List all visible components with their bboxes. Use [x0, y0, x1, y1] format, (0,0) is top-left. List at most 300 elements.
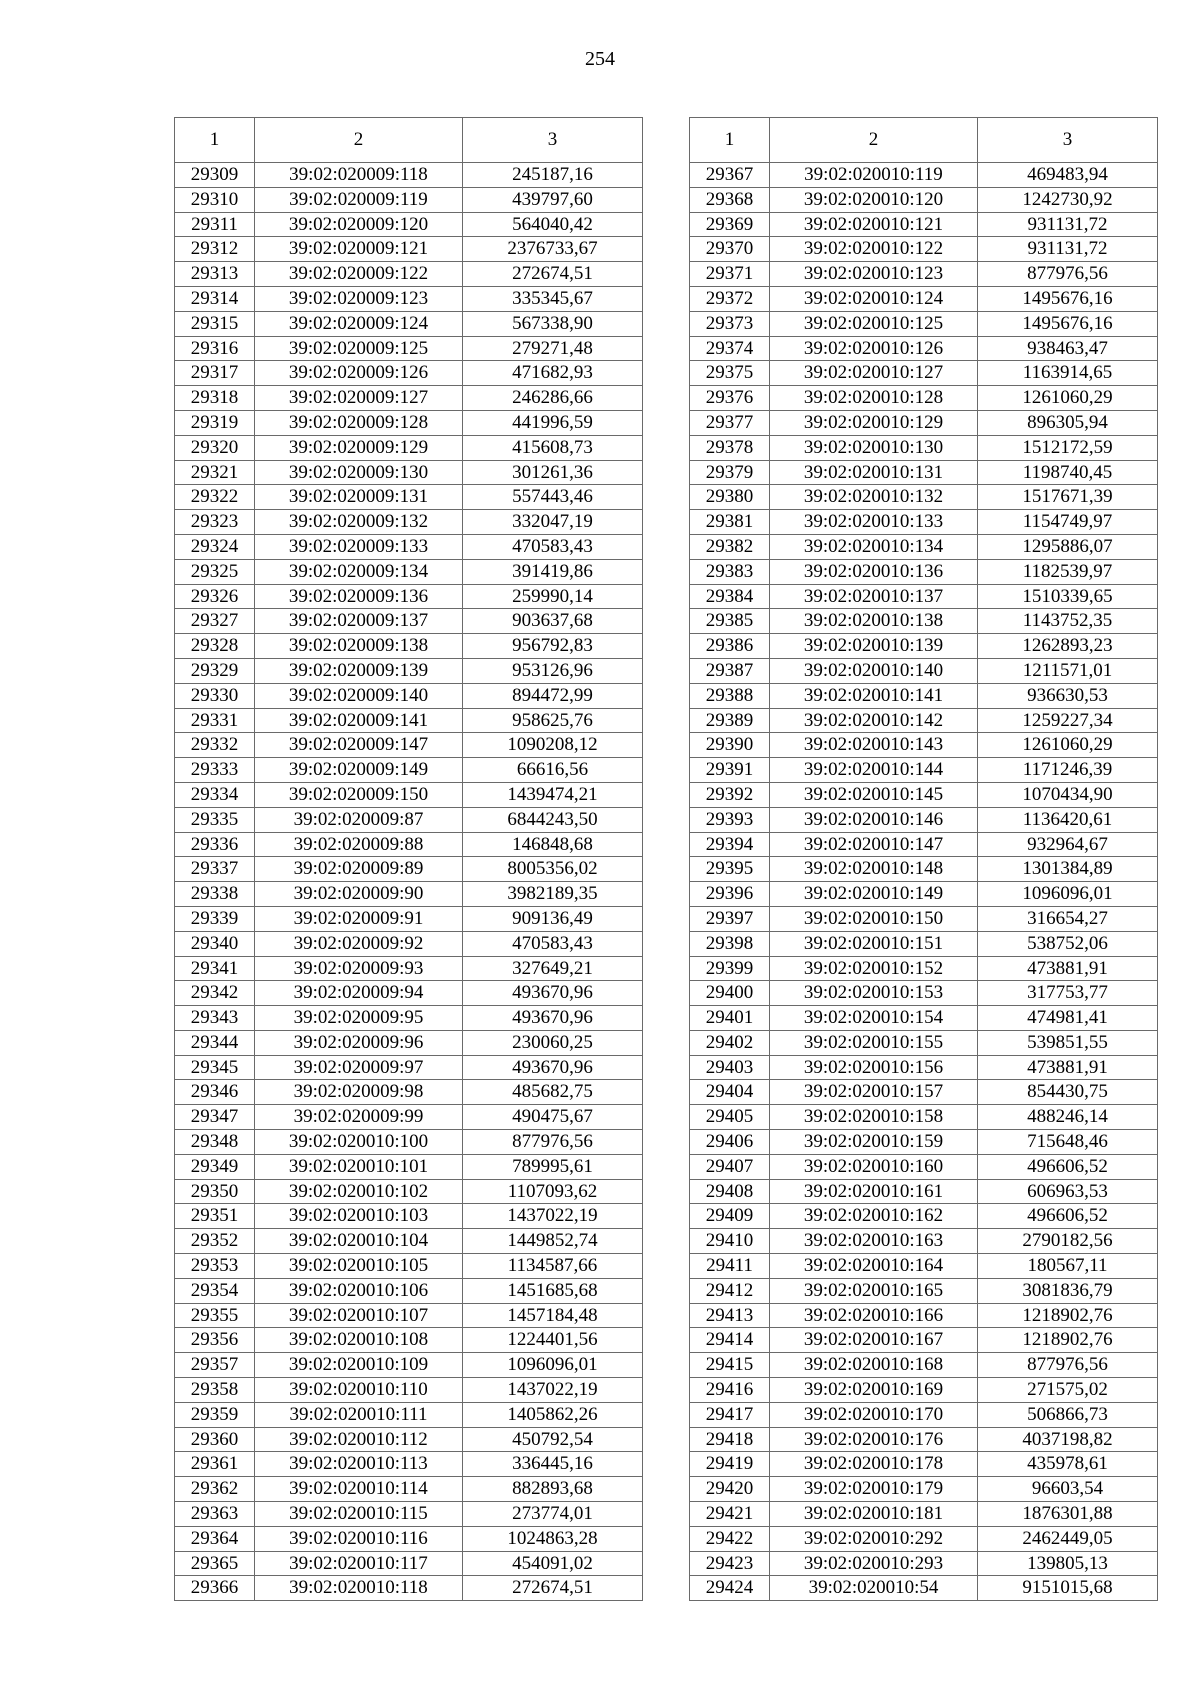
row-number-cell: 29309 — [175, 163, 255, 188]
value-cell: 470583,43 — [463, 534, 643, 559]
cadastral-number-cell: 39:02:020010:117 — [255, 1551, 463, 1576]
table-row — [690, 534, 1158, 559]
row-number-cell: 29401 — [690, 1006, 770, 1031]
value-cell: 66616,56 — [463, 758, 643, 783]
right-table — [689, 117, 1158, 1601]
value-cell: 557443,46 — [463, 485, 643, 510]
table-row — [690, 1353, 1158, 1378]
value-cell: 327649,21 — [463, 956, 643, 981]
value-cell: 474981,41 — [978, 1006, 1158, 1031]
cadastral-number-cell: 39:02:020009:138 — [255, 634, 463, 659]
row-number-cell: 29322 — [175, 485, 255, 510]
table-row — [690, 1278, 1158, 1303]
cadastral-number-cell: 39:02:020009:131 — [255, 485, 463, 510]
value-cell: 317753,77 — [978, 981, 1158, 1006]
table-row — [175, 1502, 643, 1527]
value-cell: 1090208,12 — [463, 733, 643, 758]
row-number-cell: 29393 — [690, 807, 770, 832]
row-number-cell: 29317 — [175, 361, 255, 386]
table-row — [690, 683, 1158, 708]
value-cell: 882893,68 — [463, 1477, 643, 1502]
value-cell: 931131,72 — [978, 212, 1158, 237]
table-row — [175, 534, 643, 559]
table-row — [690, 1502, 1158, 1527]
table-row — [175, 733, 643, 758]
cadastral-number-cell: 39:02:020010:152 — [770, 956, 978, 981]
row-number-cell: 29404 — [690, 1080, 770, 1105]
value-cell: 1510339,65 — [978, 584, 1158, 609]
row-number-cell: 29351 — [175, 1204, 255, 1229]
value-cell: 473881,91 — [978, 1055, 1158, 1080]
cadastral-number-cell: 39:02:020009:88 — [255, 832, 463, 857]
cadastral-number-cell: 39:02:020010:141 — [770, 683, 978, 708]
cadastral-number-cell: 39:02:020010:148 — [770, 857, 978, 882]
cadastral-number-cell: 39:02:020010:157 — [770, 1080, 978, 1105]
row-number-cell: 29385 — [690, 609, 770, 634]
value-cell: 336445,16 — [463, 1452, 643, 1477]
table-row — [175, 559, 643, 584]
row-number-cell: 29382 — [690, 534, 770, 559]
table-row — [175, 1229, 643, 1254]
row-number-cell: 29326 — [175, 584, 255, 609]
row-number-cell: 29411 — [690, 1254, 770, 1279]
value-cell: 1261060,29 — [978, 386, 1158, 411]
value-cell: 272674,51 — [463, 262, 643, 287]
left-table — [174, 117, 643, 1601]
table-row — [175, 634, 643, 659]
value-cell: 441996,59 — [463, 410, 643, 435]
value-cell: 956792,83 — [463, 634, 643, 659]
cadastral-number-cell: 39:02:020009:91 — [255, 906, 463, 931]
value-cell: 567338,90 — [463, 311, 643, 336]
table-row — [175, 237, 643, 262]
table-row — [690, 1427, 1158, 1452]
table-row — [690, 1204, 1158, 1229]
table-row — [690, 1055, 1158, 1080]
table-row — [690, 609, 1158, 634]
value-cell: 1096096,01 — [978, 882, 1158, 907]
table-row — [175, 708, 643, 733]
table-row — [690, 956, 1158, 981]
cadastral-number-cell: 39:02:020010:159 — [770, 1130, 978, 1155]
table-row — [175, 1055, 643, 1080]
row-number-cell: 29384 — [690, 584, 770, 609]
cadastral-number-cell: 39:02:020010:124 — [770, 286, 978, 311]
value-cell: 877976,56 — [463, 1130, 643, 1155]
table-row — [690, 1006, 1158, 1031]
table-row — [690, 1179, 1158, 1204]
cadastral-number-cell: 39:02:020010:165 — [770, 1278, 978, 1303]
value-cell: 877976,56 — [978, 1353, 1158, 1378]
row-number-cell: 29387 — [690, 658, 770, 683]
table-row — [690, 857, 1158, 882]
row-number-cell: 29363 — [175, 1502, 255, 1527]
table-row — [175, 286, 643, 311]
cadastral-number-cell: 39:02:020010:111 — [255, 1402, 463, 1427]
table-row — [175, 1278, 643, 1303]
row-number-cell: 29408 — [690, 1179, 770, 1204]
row-number-cell: 29406 — [690, 1130, 770, 1155]
value-cell: 259990,14 — [463, 584, 643, 609]
value-cell: 1495676,16 — [978, 286, 1158, 311]
value-cell: 1437022,19 — [463, 1378, 643, 1403]
value-cell: 931131,72 — [978, 237, 1158, 262]
cadastral-number-cell: 39:02:020010:123 — [770, 262, 978, 287]
value-cell: 180567,11 — [978, 1254, 1158, 1279]
cadastral-number-cell: 39:02:020010:162 — [770, 1204, 978, 1229]
row-number-cell: 29415 — [690, 1353, 770, 1378]
value-cell: 932964,67 — [978, 832, 1158, 857]
column-header: 3 — [978, 118, 1158, 163]
value-cell: 903637,68 — [463, 609, 643, 634]
table-row — [690, 435, 1158, 460]
value-cell: 3081836,79 — [978, 1278, 1158, 1303]
value-cell: 473881,91 — [978, 956, 1158, 981]
table-header-row — [690, 118, 1158, 163]
table-row — [175, 1154, 643, 1179]
table-row — [690, 906, 1158, 931]
cadastral-number-cell: 39:02:020010:160 — [770, 1154, 978, 1179]
table-row — [175, 1526, 643, 1551]
row-number-cell: 29391 — [690, 758, 770, 783]
cadastral-number-cell: 39:02:020010:146 — [770, 807, 978, 832]
row-number-cell: 29405 — [690, 1105, 770, 1130]
row-number-cell: 29424 — [690, 1576, 770, 1601]
cadastral-number-cell: 39:02:020010:110 — [255, 1378, 463, 1403]
value-cell: 470583,43 — [463, 931, 643, 956]
table-row — [690, 1254, 1158, 1279]
cadastral-number-cell: 39:02:020010:154 — [770, 1006, 978, 1031]
value-cell: 273774,01 — [463, 1502, 643, 1527]
value-cell: 538752,06 — [978, 931, 1158, 956]
cadastral-number-cell: 39:02:020009:119 — [255, 187, 463, 212]
row-number-cell: 29413 — [690, 1303, 770, 1328]
table-row — [175, 1353, 643, 1378]
table-row — [690, 1080, 1158, 1105]
cadastral-number-cell: 39:02:020009:136 — [255, 584, 463, 609]
row-number-cell: 29370 — [690, 237, 770, 262]
value-cell: 1242730,92 — [978, 187, 1158, 212]
value-cell: 493670,96 — [463, 1006, 643, 1031]
row-number-cell: 29324 — [175, 534, 255, 559]
row-number-cell: 29389 — [690, 708, 770, 733]
table-row — [690, 262, 1158, 287]
cadastral-number-cell: 39:02:020010:147 — [770, 832, 978, 857]
cadastral-number-cell: 39:02:020009:124 — [255, 311, 463, 336]
row-number-cell: 29399 — [690, 956, 770, 981]
row-number-cell: 29337 — [175, 857, 255, 882]
value-cell: 1876301,88 — [978, 1502, 1158, 1527]
row-number-cell: 29352 — [175, 1229, 255, 1254]
row-number-cell: 29320 — [175, 435, 255, 460]
page-number: 254 — [585, 48, 615, 70]
table-row — [690, 832, 1158, 857]
cadastral-number-cell: 39:02:020010:116 — [255, 1526, 463, 1551]
value-cell: 1163914,65 — [978, 361, 1158, 386]
cadastral-number-cell: 39:02:020009:126 — [255, 361, 463, 386]
cadastral-number-cell: 39:02:020009:99 — [255, 1105, 463, 1130]
row-number-cell: 29358 — [175, 1378, 255, 1403]
value-cell: 1134587,66 — [463, 1254, 643, 1279]
cadastral-number-cell: 39:02:020010:130 — [770, 435, 978, 460]
table-row — [175, 1006, 643, 1031]
row-number-cell: 29365 — [175, 1551, 255, 1576]
value-cell: 1198740,45 — [978, 460, 1158, 485]
table-row — [690, 163, 1158, 188]
cadastral-number-cell: 39:02:020010:106 — [255, 1278, 463, 1303]
table-row — [175, 311, 643, 336]
value-cell: 1261060,29 — [978, 733, 1158, 758]
table-row — [175, 435, 643, 460]
row-number-cell: 29362 — [175, 1477, 255, 1502]
value-cell: 469483,94 — [978, 163, 1158, 188]
value-cell: 6844243,50 — [463, 807, 643, 832]
table-row — [175, 1427, 643, 1452]
row-number-cell: 29361 — [175, 1452, 255, 1477]
row-number-cell: 29335 — [175, 807, 255, 832]
cadastral-number-cell: 39:02:020009:140 — [255, 683, 463, 708]
table-row — [690, 1576, 1158, 1601]
cadastral-number-cell: 39:02:020009:141 — [255, 708, 463, 733]
table-header-row — [175, 118, 643, 163]
row-number-cell: 29359 — [175, 1402, 255, 1427]
row-number-cell: 29325 — [175, 559, 255, 584]
cadastral-number-cell: 39:02:020010:164 — [770, 1254, 978, 1279]
table-row — [690, 634, 1158, 659]
table-row — [690, 311, 1158, 336]
row-number-cell: 29397 — [690, 906, 770, 931]
value-cell: 4037198,82 — [978, 1427, 1158, 1452]
cadastral-number-cell: 39:02:020010:122 — [770, 237, 978, 262]
table-row — [690, 386, 1158, 411]
row-number-cell: 29383 — [690, 559, 770, 584]
table-row — [690, 559, 1158, 584]
cadastral-number-cell: 39:02:020010:54 — [770, 1576, 978, 1601]
value-cell: 490475,67 — [463, 1105, 643, 1130]
value-cell: 316654,27 — [978, 906, 1158, 931]
row-number-cell: 29354 — [175, 1278, 255, 1303]
value-cell: 1295886,07 — [978, 534, 1158, 559]
cadastral-number-cell: 39:02:020009:128 — [255, 410, 463, 435]
table-row — [690, 658, 1158, 683]
row-number-cell: 29341 — [175, 956, 255, 981]
row-number-cell: 29423 — [690, 1551, 770, 1576]
cadastral-number-cell: 39:02:020010:129 — [770, 410, 978, 435]
cadastral-number-cell: 39:02:020009:150 — [255, 782, 463, 807]
cadastral-number-cell: 39:02:020009:96 — [255, 1030, 463, 1055]
cadastral-number-cell: 39:02:020010:121 — [770, 212, 978, 237]
row-number-cell: 29414 — [690, 1328, 770, 1353]
table-row — [690, 485, 1158, 510]
table-row — [175, 1402, 643, 1427]
cadastral-number-cell: 39:02:020010:293 — [770, 1551, 978, 1576]
cadastral-number-cell: 39:02:020010:168 — [770, 1353, 978, 1378]
row-number-cell: 29340 — [175, 931, 255, 956]
row-number-cell: 29312 — [175, 237, 255, 262]
row-number-cell: 29375 — [690, 361, 770, 386]
cadastral-number-cell: 39:02:020010:140 — [770, 658, 978, 683]
value-cell: 1512172,59 — [978, 435, 1158, 460]
cadastral-number-cell: 39:02:020009:137 — [255, 609, 463, 634]
value-cell: 246286,66 — [463, 386, 643, 411]
value-cell: 435978,61 — [978, 1452, 1158, 1477]
row-number-cell: 29371 — [690, 262, 770, 287]
cadastral-number-cell: 39:02:020009:130 — [255, 460, 463, 485]
value-cell: 506866,73 — [978, 1402, 1158, 1427]
row-number-cell: 29381 — [690, 510, 770, 535]
cadastral-number-cell: 39:02:020010:181 — [770, 1502, 978, 1527]
cadastral-number-cell: 39:02:020009:93 — [255, 956, 463, 981]
value-cell: 272674,51 — [463, 1576, 643, 1601]
table-row — [175, 857, 643, 882]
value-cell: 496606,52 — [978, 1154, 1158, 1179]
cadastral-number-cell: 39:02:020010:179 — [770, 1477, 978, 1502]
row-number-cell: 29418 — [690, 1427, 770, 1452]
row-number-cell: 29417 — [690, 1402, 770, 1427]
cadastral-number-cell: 39:02:020010:155 — [770, 1030, 978, 1055]
table-row — [175, 931, 643, 956]
row-number-cell: 29345 — [175, 1055, 255, 1080]
value-cell: 2376733,67 — [463, 237, 643, 262]
row-number-cell: 29407 — [690, 1154, 770, 1179]
row-number-cell: 29421 — [690, 1502, 770, 1527]
value-cell: 493670,96 — [463, 981, 643, 1006]
row-number-cell: 29343 — [175, 1006, 255, 1031]
cadastral-number-cell: 39:02:020010:112 — [255, 1427, 463, 1452]
cadastral-number-cell: 39:02:020009:98 — [255, 1080, 463, 1105]
table-row — [175, 1130, 643, 1155]
table-row — [175, 956, 643, 981]
cadastral-number-cell: 39:02:020010:151 — [770, 931, 978, 956]
row-number-cell: 29328 — [175, 634, 255, 659]
table-row — [175, 212, 643, 237]
table-row — [175, 758, 643, 783]
cadastral-number-cell: 39:02:020010:161 — [770, 1179, 978, 1204]
value-cell: 1070434,90 — [978, 782, 1158, 807]
cadastral-number-cell: 39:02:020010:131 — [770, 460, 978, 485]
table-row — [690, 361, 1158, 386]
cadastral-number-cell: 39:02:020010:119 — [770, 163, 978, 188]
table-row — [690, 782, 1158, 807]
row-number-cell: 29356 — [175, 1328, 255, 1353]
cadastral-number-cell: 39:02:020010:101 — [255, 1154, 463, 1179]
cadastral-number-cell: 39:02:020010:109 — [255, 1353, 463, 1378]
table-row — [690, 187, 1158, 212]
row-number-cell: 29323 — [175, 510, 255, 535]
row-number-cell: 29369 — [690, 212, 770, 237]
table-row — [690, 1551, 1158, 1576]
table-row — [690, 931, 1158, 956]
row-number-cell: 29310 — [175, 187, 255, 212]
value-cell: 1096096,01 — [463, 1353, 643, 1378]
row-number-cell: 29327 — [175, 609, 255, 634]
table-row — [175, 410, 643, 435]
row-number-cell: 29403 — [690, 1055, 770, 1080]
row-number-cell: 29364 — [175, 1526, 255, 1551]
value-cell: 1301384,89 — [978, 857, 1158, 882]
value-cell: 1262893,23 — [978, 634, 1158, 659]
cadastral-number-cell: 39:02:020010:108 — [255, 1328, 463, 1353]
value-cell: 1437022,19 — [463, 1204, 643, 1229]
cadastral-number-cell: 39:02:020010:115 — [255, 1502, 463, 1527]
cadastral-number-cell: 39:02:020010:142 — [770, 708, 978, 733]
table-row — [690, 1154, 1158, 1179]
value-cell: 332047,19 — [463, 510, 643, 535]
table-row — [175, 163, 643, 188]
value-cell: 493670,96 — [463, 1055, 643, 1080]
table-row — [690, 510, 1158, 535]
row-number-cell: 29319 — [175, 410, 255, 435]
cadastral-number-cell: 39:02:020010:176 — [770, 1427, 978, 1452]
value-cell: 1211571,01 — [978, 658, 1158, 683]
value-cell: 8005356,02 — [463, 857, 643, 882]
cadastral-number-cell: 39:02:020010:292 — [770, 1526, 978, 1551]
value-cell: 1224401,56 — [463, 1328, 643, 1353]
value-cell: 958625,76 — [463, 708, 643, 733]
cadastral-number-cell: 39:02:020010:178 — [770, 1452, 978, 1477]
row-number-cell: 29336 — [175, 832, 255, 857]
table-row — [175, 460, 643, 485]
cadastral-number-cell: 39:02:020010:132 — [770, 485, 978, 510]
value-cell: 1107093,62 — [463, 1179, 643, 1204]
table-row — [690, 1452, 1158, 1477]
row-number-cell: 29390 — [690, 733, 770, 758]
table-row — [690, 1303, 1158, 1328]
value-cell: 909136,49 — [463, 906, 643, 931]
value-cell: 139805,13 — [978, 1551, 1158, 1576]
row-number-cell: 29318 — [175, 386, 255, 411]
row-number-cell: 29372 — [690, 286, 770, 311]
cadastral-number-cell: 39:02:020009:147 — [255, 733, 463, 758]
value-cell: 450792,54 — [463, 1427, 643, 1452]
row-number-cell: 29398 — [690, 931, 770, 956]
cadastral-number-cell: 39:02:020010:169 — [770, 1378, 978, 1403]
table-row — [690, 733, 1158, 758]
row-number-cell: 29386 — [690, 634, 770, 659]
cadastral-number-cell: 39:02:020010:103 — [255, 1204, 463, 1229]
value-cell: 896305,94 — [978, 410, 1158, 435]
table-row — [175, 1452, 643, 1477]
cadastral-number-cell: 39:02:020010:158 — [770, 1105, 978, 1130]
row-number-cell: 29374 — [690, 336, 770, 361]
table-row — [175, 361, 643, 386]
value-cell: 1024863,28 — [463, 1526, 643, 1551]
cadastral-number-cell: 39:02:020010:102 — [255, 1179, 463, 1204]
value-cell: 1439474,21 — [463, 782, 643, 807]
cadastral-number-cell: 39:02:020009:118 — [255, 163, 463, 188]
row-number-cell: 29379 — [690, 460, 770, 485]
table-row — [175, 609, 643, 634]
cadastral-number-cell: 39:02:020009:127 — [255, 386, 463, 411]
cadastral-number-cell: 39:02:020010:127 — [770, 361, 978, 386]
cadastral-number-cell: 39:02:020010:104 — [255, 1229, 463, 1254]
cadastral-number-cell: 39:02:020010:143 — [770, 733, 978, 758]
value-cell: 245187,16 — [463, 163, 643, 188]
table-row — [690, 1030, 1158, 1055]
table-row — [690, 1378, 1158, 1403]
table-row — [175, 1105, 643, 1130]
table-row — [175, 1179, 643, 1204]
table-row — [175, 1551, 643, 1576]
table-row — [690, 1328, 1158, 1353]
cadastral-number-cell: 39:02:020010:113 — [255, 1452, 463, 1477]
row-number-cell: 29422 — [690, 1526, 770, 1551]
cadastral-number-cell: 39:02:020010:134 — [770, 534, 978, 559]
cadastral-number-cell: 39:02:020010:136 — [770, 559, 978, 584]
value-cell: 2790182,56 — [978, 1229, 1158, 1254]
value-cell: 1495676,16 — [978, 311, 1158, 336]
cadastral-number-cell: 39:02:020009:95 — [255, 1006, 463, 1031]
